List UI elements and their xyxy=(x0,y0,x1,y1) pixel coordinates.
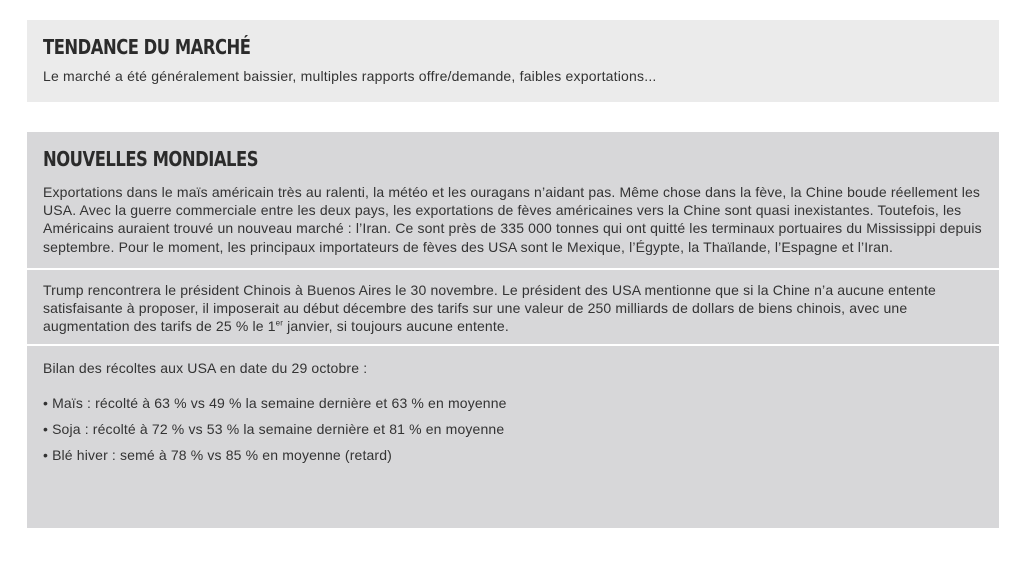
harvest-item-wheat: Blé hiver : semé à 78 % vs 85 % en moyenne (retard) xyxy=(52,447,392,464)
market-trend-panel xyxy=(27,20,999,102)
harvest-item-corn: Maïs : récolté à 63 % vs 49 % la semaine dernière et 63 % en moyenne xyxy=(52,394,507,411)
trump-text-part1: Trump rencontrera le président Chinois à Buenos Aires le 30 novembre. Le président des USA mentionne que si la Chine n’a aucune entente satisfaisante à proposer, il imposerait au début décembre des tarifs sur une valeur de 250 milliards de dollars de biens chinois, avec une augmentation des tarifs de 25 % le 1 xyxy=(43,281,936,335)
bullet-icon: • xyxy=(43,420,49,437)
exports-paragraph: Exportations dans le maïs américain très au ralenti, la météo et les ouragans n’aidant pas. Même chose dans la fève, la Chine boude réellement les USA. Avec la guerre commerciale entre les deux pays, les exportations de fèves américaines vers la Chine sont quasi inexistantes. Toutefois, les Américains auraient trouvé un nouveau marché : l’Iran. Ce sont près de 335 000 tonnes qui ont quitté les terminaux portuaires du Mississippi depuis septembre. Pour le moment, les principaux importateurs de fèves des USA sont le Mexique, l’Égypte, la Thaïlande, l’Espagne et l’Iran. xyxy=(43,184,982,255)
harvest-list xyxy=(43,394,983,465)
news-block-trump xyxy=(27,270,999,345)
market-trend-title: TENDANCE DU MARCHÉ xyxy=(43,35,251,59)
list-item xyxy=(43,394,983,412)
trump-text-part2: janvier, si toujours aucune entente. xyxy=(283,318,509,335)
world-news-title: NOUVELLES MONDIALES xyxy=(43,147,259,171)
news-block-harvest xyxy=(27,346,999,464)
list-item xyxy=(43,420,983,438)
news-block-exports xyxy=(27,183,999,268)
harvest-intro: Bilan des récoltes aux USA en date du 29 octobre : xyxy=(43,360,368,377)
harvest-item-soy: Soja : récolté à 72 % vs 53 % la semaine dernière et 81 % en moyenne xyxy=(52,420,505,437)
bullet-icon: • xyxy=(43,447,49,464)
world-news-panel xyxy=(27,132,999,528)
market-trend-text: Le marché a été généralement baissier, multiples rapports offre/demande, faibles exportations... xyxy=(43,68,657,84)
trump-paragraph xyxy=(43,281,983,336)
ordinal-superscript: er xyxy=(275,318,284,328)
bullet-icon: • xyxy=(43,394,49,411)
list-item xyxy=(43,446,983,464)
